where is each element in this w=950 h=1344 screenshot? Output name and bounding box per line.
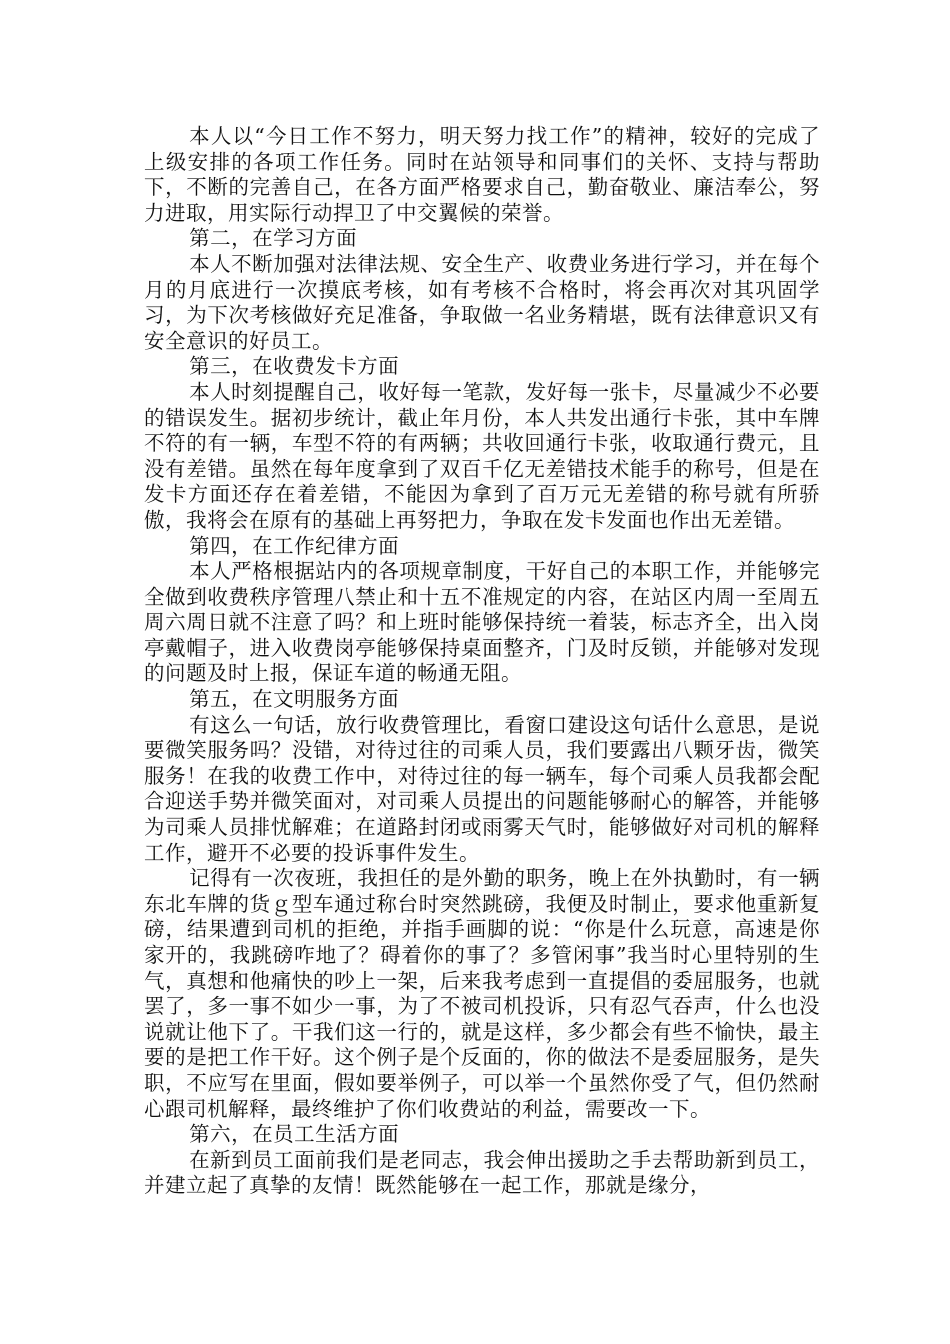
paragraph-service: 有这么一句话，放行收费管理比，看窗口建设这句话什么意思，是说要微笑服务吗？没错，对待过往的司乘人员，我们要露出八颗牙齿，微笑服务！在我的收费工作中，对待过往的每一辆车，每个司乘人员我都会配合迎送手势并微笑面对，对司乘人员提出的问题能够耐心的解答，并能够为司乘人员排忧解难；在道路封闭或雨雾天气时，能够做好对司机的解释工作，避开不必要的投诉事件发生。 xyxy=(144,712,820,865)
section-heading-service: 第五，在文明服务方面 xyxy=(189,687,400,712)
section-heading-staff-life: 第六，在员工生活方面 xyxy=(189,1122,400,1147)
paragraph-intro: 本人以“今日工作不努力，明天努力找工作”的精神，较好的完成了上级安排的各项工作任务。同时在站领导和同事们的关怀、支持与帮助下，不断的完善自己，在各方面严格要求自己，勤奋敬业、廉洁奉公，努力进取，用实际行动捍卫了中交翼候的荣誉。 xyxy=(144,124,820,225)
document-body xyxy=(144,124,820,1199)
paragraph-discipline: 本人严格根据站内的各项规章制度，干好自己的本职工作，并能够完全做到收费秩序管理八禁止和十五不准规定的内容，在站区内周一至周五周六周日就不注意了吗？和上班时能够保持统一着装，标志齐全，出入岗亭戴帽子，进入收费岗亭能够保持桌面整齐，门及时反锁，并能够对发现的问题及时上报，保证车道的畅通无阻。 xyxy=(144,559,820,686)
section-heading-card-issuing: 第三，在收费发卡方面 xyxy=(189,354,400,379)
paragraph-night-shift-story: 记得有一次夜班，我担任的是外勤的职务，晚上在外执勤时，有一辆东北车牌的货ｇ型车通过称台时突然跳磅，我便及时制止，要求他重新复磅，结果遭到司机的拒绝，并指手画脚的说：“你是什么玩意，高速是你家开的，我跳磅咋地了？碍着你的事了？多管闲事”我当时心里特别的生气，真想和他痛快的吵上一架，后来我考虑到一直提倡的委屈服务，也就罢了，多一事不如少一事，为了不被司机投诉，只有忍气吞声，什么也没说就让他下了。干我们这一行的，就是这样，多少都会有些不愉快，最主要的是把工作干好。这个例子是个反面的，你的做法不是委屈服务，是失职，不应写在里面，假如要举例子，可以举一个虽然你受了气，但仍然耐心跟司机解释，最终维护了你们收费站的利益，需要改一下。 xyxy=(144,866,820,1121)
section-heading-discipline: 第四，在工作纪律方面 xyxy=(189,533,400,558)
section-heading-study: 第二，在学习方面 xyxy=(189,226,358,251)
paragraph-staff-life: 在新到员工面前我们是老同志，我会伸出援助之手去帮助新到员工，并建立起了真挚的友情！既然能够在一起工作，那就是缘分， xyxy=(144,1147,820,1198)
paragraph-study: 本人不断加强对法律法规、安全生产、收费业务进行学习，并在每个月的月底进行一次摸底考核，如有考核不合格时，将会再次对其巩固学习，为下次考核做好充足准备，争取做一名业务精堪，既有法律意识又有安全意识的好员工。 xyxy=(144,251,820,353)
paragraph-card-issuing: 本人时刻提醒自己，收好每一笔款，发好每一张卡，尽量减少不必要的错误发生。据初步统计，截止年月份，本人共发出通行卡张，其中车牌不符的有一辆，车型不符的有两辆；共收回通行卡张，收取通行费元，且没有差错。虽然在每年度拿到了双百千亿无差错技术能手的称号，但是在发卡方面还存在着差错，不能因为拿到了百万元无差错的称号就有所骄傲，我将会在原有的基础上再努把力，争取在发卡发面也作出无差错。 xyxy=(144,379,820,532)
